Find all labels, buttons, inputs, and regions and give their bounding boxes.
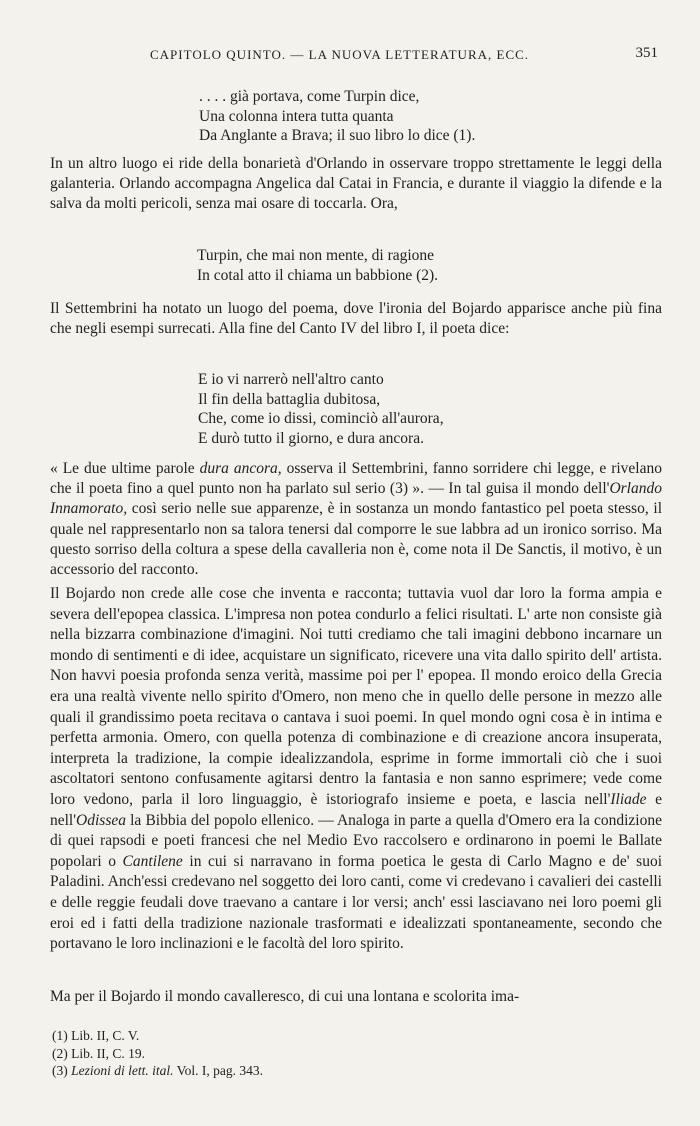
footnotes <box>52 1027 612 1080</box>
running-header <box>50 45 658 65</box>
text-run: la Bibbia del popolo ellenico. — Analoga in parte a quella d'Omero era la condizione di quei rapsodi e poeti francesi che nel Medio Evo raccolsero e ordinarono in poemi le Ballate popolari o <box>50 811 662 870</box>
verse-line: Che, come io dissi, cominciò all'aurora, <box>198 410 444 428</box>
italic-term: Cantilene <box>122 852 183 870</box>
verse-line: Il fin della battaglia dubitosa, <box>198 390 381 408</box>
text-run: in cui si narravano in forma poetica le gesta di Carlo Magno e de' suoi Paladini. Anch'essi credevano nel soggetto dei loro canti, come vi credevano i cavalieri dei castelli e delle reggie feudali dove traevano a cantare i lor versi; anch' essi lasciavano nei loro poemi gli eroi ed i fatti della tradizione nazionale trasformati e idealizzati spontaneamente, secondo che portavano le loro inclinazioni e le facoltà del loro spirito. <box>50 852 662 953</box>
text-run: Vol. I, pag. 343. <box>173 1063 264 1079</box>
text-run: e nell' <box>50 790 662 829</box>
verse-quote-2 <box>197 246 438 285</box>
footnote-1: (1) Lib. II, C. V. <box>52 1028 140 1043</box>
italic-title: Odissea <box>76 811 126 829</box>
footnote-3 <box>52 1062 612 1080</box>
verse-line: Una colonna intera tutta quanta <box>199 107 394 125</box>
paragraph-5: Ma per il Bojardo il mondo cavalleresco, di cui una lontana e scolorita ima- <box>50 988 520 1005</box>
footnote-2: (2) Lib. II, C. 19. <box>52 1045 145 1061</box>
text-run: (3) <box>52 1063 72 1079</box>
text-run: Il Bojardo non crede alle cose che inventa e racconta; tuttavia vuol dar loro la forma ampia e severa dell'epopea classica. L'impresa non potea condurlo a felici risultati. L' arte non consiste già nella bizzarra combinazione d'imagini. Noi tutti crediamo che tali imagini debbono incarnare un mondo di sentimenti e di idee, acquistare un significato, ricevere una vita dallo spirito dell' artista. Non havvi poesia profonda senza verità, massime poi per l' epopea. Il mondo eroico della Grecia era una realtà vivente nello spirito d'Omero, non meno che in quello delle persone in mezzo alle quali il grandissimo poeta recitava o cantava i suoi poemi. In quel mondo ogni cosa è in intima e perfetta armonia. Omero, con quella potenza di combinazione e di creazione ancora insuperata, interpreta la tradizione, la compie idealizzandola, esprime in forme immortali ciò che i suoi ascoltatori sentono confusamente agitarsi dentro la fantasia e non sanno esprimere; vede come loro vedono, parla il loro linguaggio, è istoriografo insieme e poeta, e lascia nell' <box>50 585 662 808</box>
italic-title: Iliade <box>610 790 647 808</box>
chapter-title: CAPITOLO QUINTO. — LA NUOVA LETTERATURA, ECC. <box>150 47 530 62</box>
paragraph-2: Il Settembrini ha notato un luogo del poema, dove l'ironia del Bojardo apparisce anche più fina che negli esempi surrecati. Alla fine del Canto IV del libro I, il poeta dice: <box>50 300 662 337</box>
verse-line: Turpin, che mai non mente, di ragione <box>197 247 435 264</box>
paragraph-3 <box>50 459 662 580</box>
verse-line: Da Anglante a Brava; il suo libro lo dice (1). <box>199 127 476 145</box>
italic-phrase: dura ancora, <box>199 460 282 477</box>
text-run: « Le due ultime parole <box>50 460 200 477</box>
verse-line: E io vi narrerò nell'altro canto <box>198 371 384 388</box>
paragraph-4 <box>50 584 662 955</box>
text-run: così serio nelle sue apparenze, è in sostanza un mondo fantastico pel poeta stesso, il quale nel rappresentarlo non sa talora tenersi dal comporre le sue labbra ad un ironico sorriso. Ma questo sorriso della coltura a spese della cavalleria non è, come nota il De Sanctis, il motivo, è un accessorio del racconto. <box>50 500 662 579</box>
text-run: osserva il Settembrini, fanno sorridere chi legge, e rivelano che il poeta fino a quel punto non ha parlato sul serio (3) ». — In tal guisa il mondo dell' <box>50 460 662 498</box>
italic-title: Lezioni di lett. ital. <box>71 1063 174 1079</box>
verse-quote-1 <box>199 87 475 146</box>
page-number: 351 <box>635 45 658 61</box>
paragraph-1: In un altro luogo ei ride della bonarietà d'Orlando in osservare troppo strettamente le leggi della galanteria. Orlando accompagna Angelica dal Catai in Francia, e durante il viaggio la difende e la salva da molti pericoli, senza mai osare di toccarla. Ora, <box>50 155 662 212</box>
verse-quote-3 <box>198 370 444 448</box>
italic-title: Orlando Innamorato, <box>50 480 662 518</box>
verse-line: . . . . già portava, come Turpin dice, <box>199 88 420 105</box>
verse-line: E durò tutto il giorno, e dura ancora. <box>198 429 424 447</box>
verse-line: In cotal atto il chiama un babbione (2). <box>197 266 439 284</box>
